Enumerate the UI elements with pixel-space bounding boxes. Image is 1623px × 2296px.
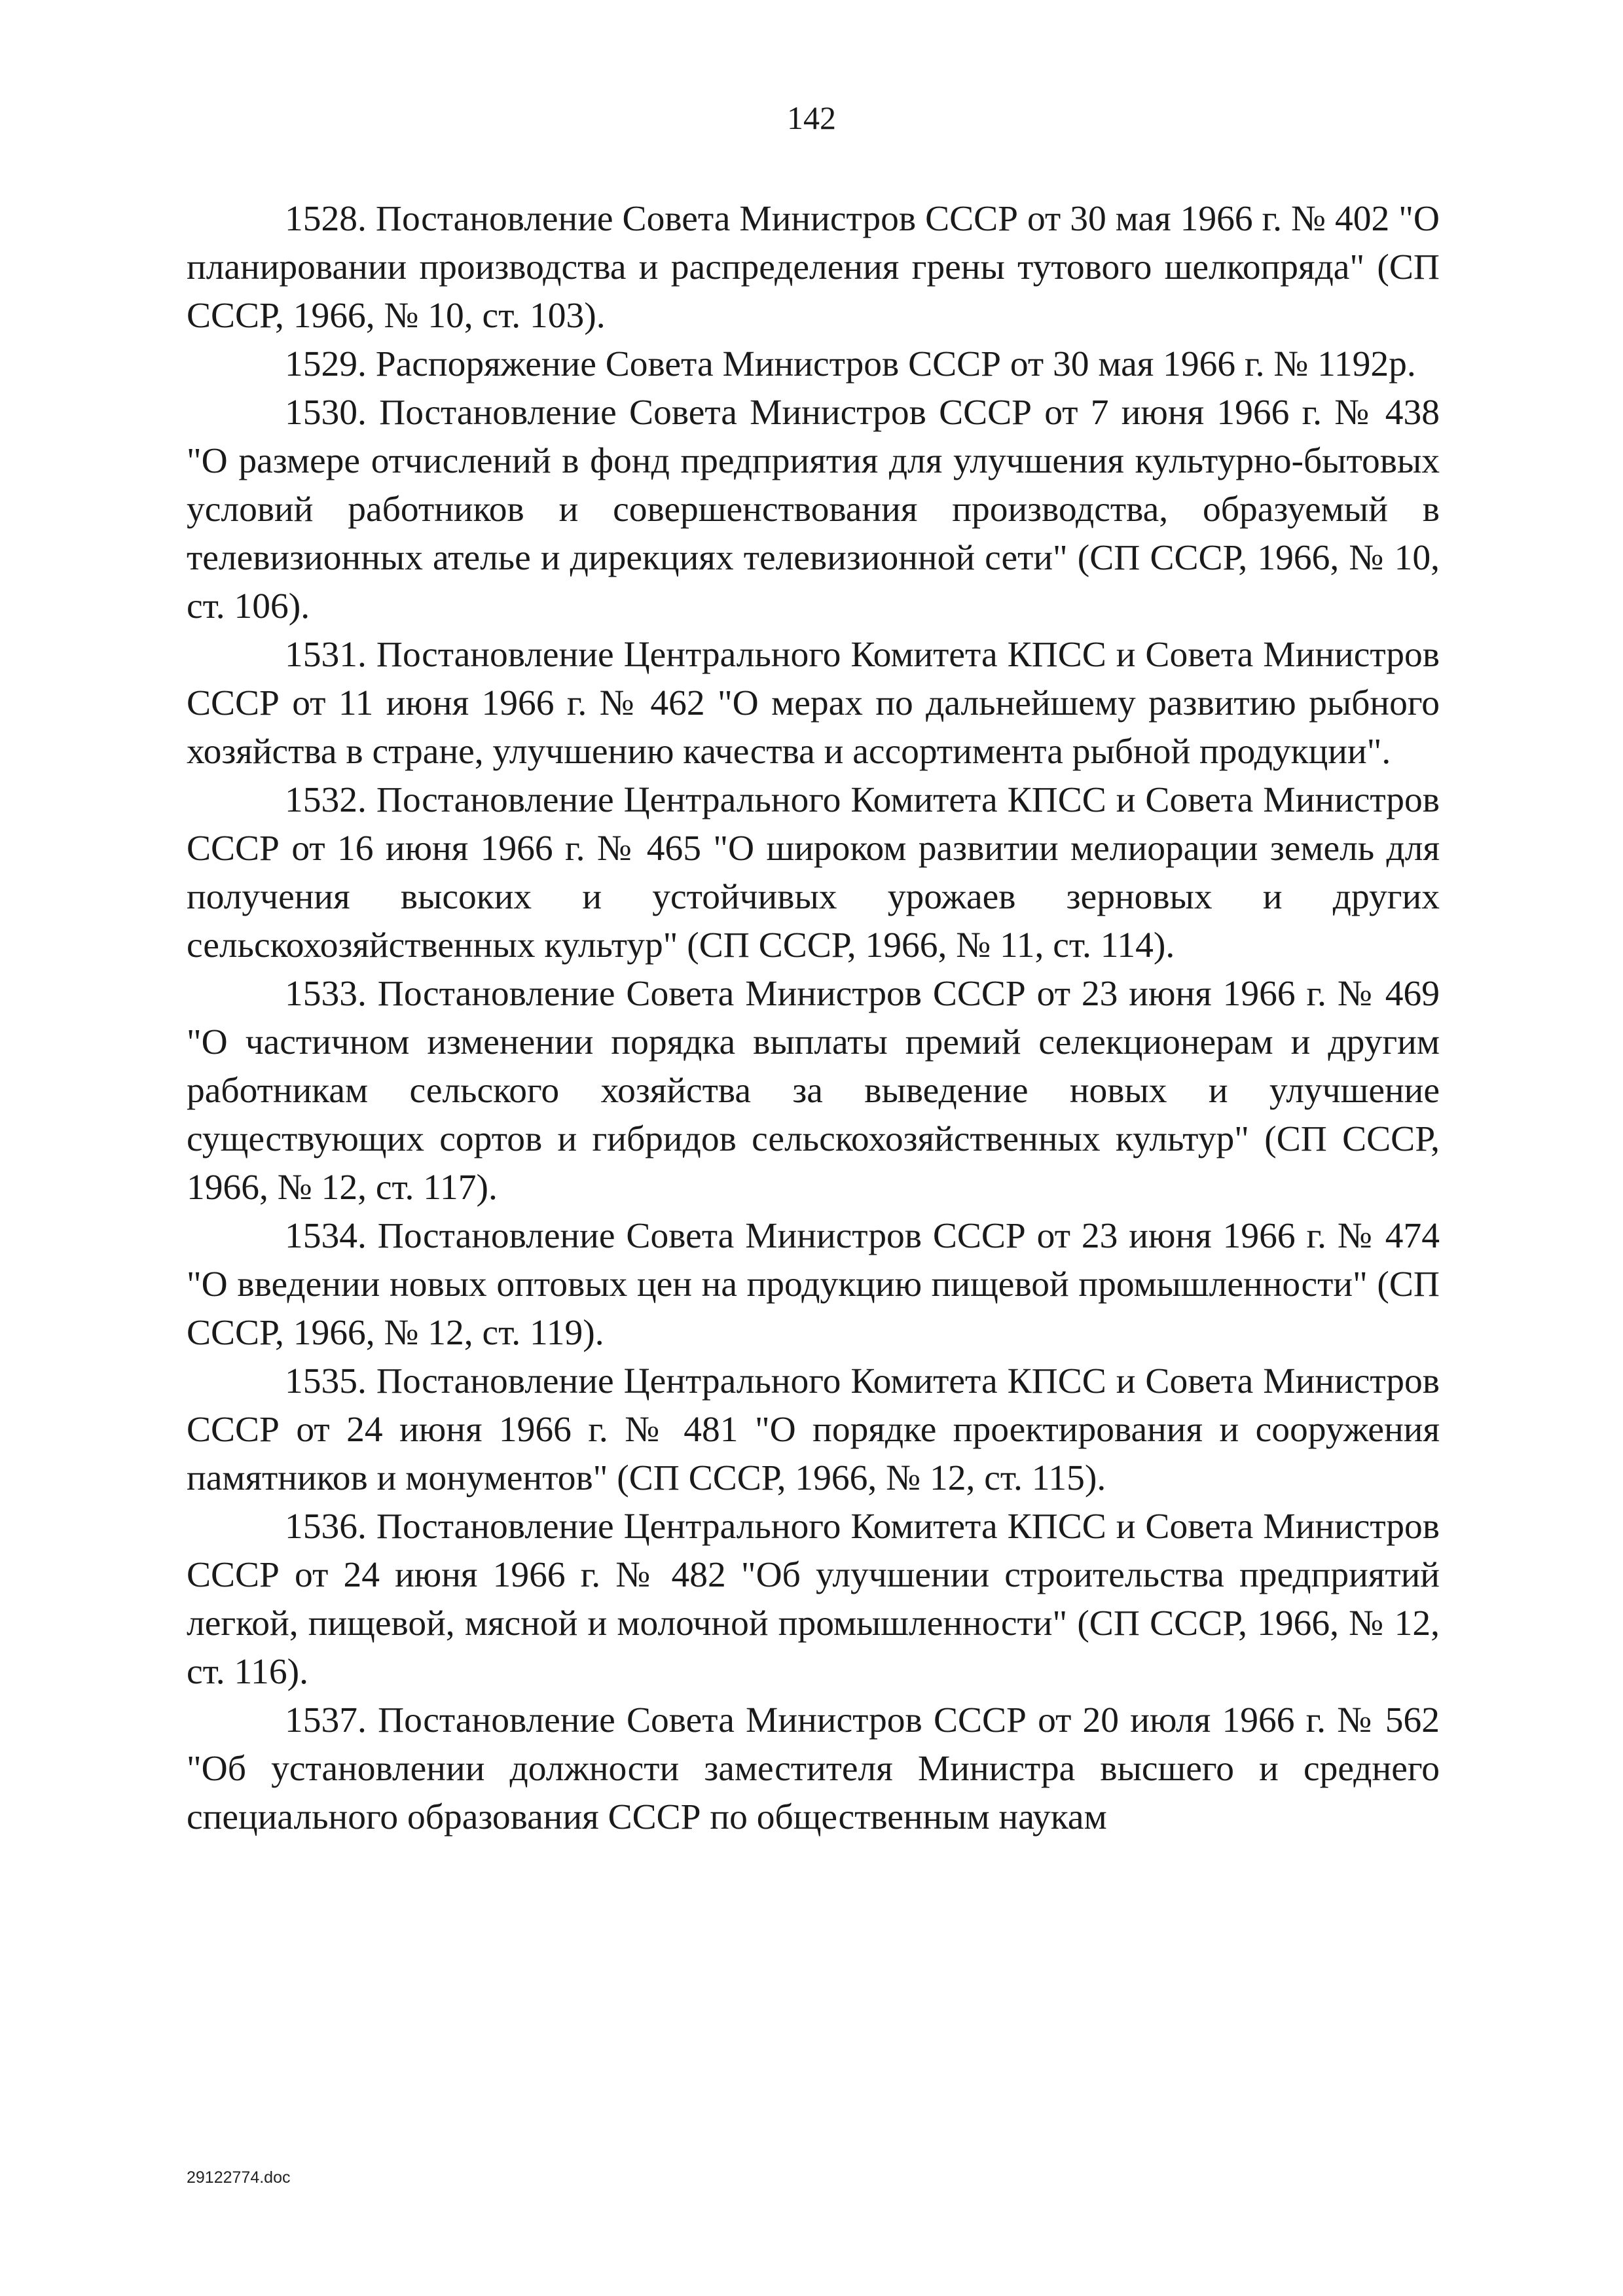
entry-1528: 1528. Постановление Совета Министров СССР от 30 мая 1966 г. № 402 "О планировании производства и распределения грены тутового шелкопряда" (СП СССР, 1966, № 10, ст. 103). — [187, 199, 1440, 336]
entry-1534: 1534. Постановление Совета Министров СССР от 23 июня 1966 г. № 474 "О введении новых оптовых цен на продукцию пищевой промышленности" (СП СССР, 1966, № 12, ст. 119). — [187, 1216, 1440, 1353]
entry-1535: 1535. Постановление Центрального Комитета КПСС и Совета Министров СССР от 24 июня 1966 г. № 481 "О порядке проектирования и сооружения памятников и монументов" (СП СССР, 1966, № 12, ст. 115). — [187, 1361, 1440, 1498]
entry-1533: 1533. Постановление Совета Министров СССР от 23 июня 1966 г. № 469 "О частичном изменении порядка выплаты премий селекционерам и другим работникам сельского хозяйства за выведение новых и улучшение существующих сортов и гибридов сельскохозяйственных культур" (СП СССР, 1966, № 12, ст. 117). — [187, 974, 1440, 1208]
entry-1532: 1532. Постановление Центрального Комитета КПСС и Совета Министров СССР от 16 июня 1966 г. № 465 "О широком развитии мелиорации земель для получения высоких и устойчивых урожаев зерновых и других сельскохозяйственных культур" (СП СССР, 1966, № 11, ст. 114). — [187, 780, 1440, 965]
entry-1531: 1531. Постановление Центрального Комитета КПСС и Совета Министров СССР от 11 июня 1966 г. № 462 "О мерах по дальнейшему развитию рыбного хозяйства в стране, улучшению качества и ассортимента рыбной продукции". — [187, 635, 1440, 772]
entry-1537: 1537. Постановление Совета Министров СССР от 20 июля 1966 г. № 562 "Об установлении должности заместителя Министра высшего и среднего специального образования СССР по общественным наукам — [187, 1700, 1440, 1837]
page-number: 142 — [787, 99, 836, 136]
entry-1536: 1536. Постановление Центрального Комитета КПСС и Совета Министров СССР от 24 июня 1966 г. № 482 "Об улучшении строительства предприятий легкой, пищевой, мясной и молочной промышленности" (СП СССР, 1966, № 12, ст. 116). — [187, 1507, 1440, 1692]
entry-1529: 1529. Распоряжение Совета Министров СССР от 30 мая 1966 г. № 1192р. — [285, 344, 1416, 384]
footer-filename: 29122774.doc — [187, 2168, 291, 2187]
entry-1530: 1530. Постановление Совета Министров СССР от 7 июня 1966 г. № 438 "О размере отчислений в фонд предприятия для улучшения культурно-бытовых условий работников и совершенствования производства, образуемый в телевизионных ателье и дирекциях телевизионной сети" (СП СССР, 1966, № 10, ст. 106). — [187, 393, 1440, 626]
document-body — [187, 195, 1440, 1842]
